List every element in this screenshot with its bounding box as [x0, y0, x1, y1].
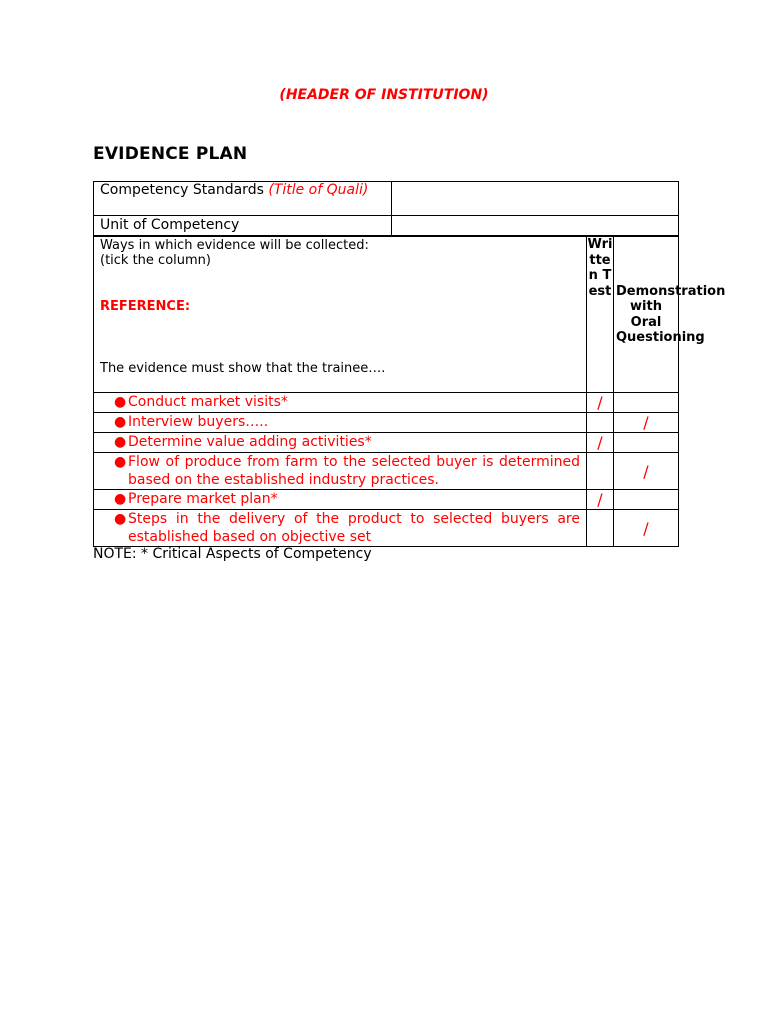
demo-mark[interactable] — [614, 433, 679, 453]
bullet-icon: ● — [114, 491, 127, 507]
item-text-cell: ● Determine value adding activities* — [94, 433, 587, 453]
evidence-header-row — [94, 237, 679, 393]
bullet-icon: ● — [114, 511, 127, 527]
bullet-icon: ● — [114, 454, 127, 470]
competency-standards-value[interactable] — [392, 182, 679, 216]
note-text: NOTE: * Critical Aspects of Competency — [93, 546, 372, 562]
written-mark[interactable]: / — [587, 433, 614, 453]
demo-mark[interactable]: / — [614, 510, 679, 547]
unit-row — [94, 216, 679, 236]
demo-mark[interactable]: / — [614, 453, 679, 490]
competency-table — [93, 181, 679, 236]
demo-mark[interactable] — [614, 393, 679, 413]
written-mark[interactable] — [587, 510, 614, 547]
page-title: EVIDENCE PLAN — [93, 144, 248, 164]
table-row — [94, 433, 679, 453]
item-text-cell: ● Interview buyers….. — [94, 413, 587, 433]
written-mark[interactable] — [587, 453, 614, 490]
competency-standards-label: Competency Standards — [100, 182, 269, 198]
competency-standards-row — [94, 182, 679, 216]
demo-oral-header: Demonstration with Oral Questioning — [614, 237, 679, 393]
evidence-table — [93, 236, 726, 547]
unit-value[interactable] — [392, 216, 679, 236]
competency-standards-hint: (Title of Quali) — [268, 182, 369, 198]
institution-header: (HEADER OF INSTITUTION) — [279, 87, 489, 103]
item-text-cell: ● Prepare market plan* — [94, 490, 587, 510]
competency-standards-cell — [94, 182, 392, 216]
evidence-instructions-cell — [94, 237, 587, 393]
table-row — [94, 490, 679, 510]
written-test-header: Written Test — [587, 237, 614, 393]
item-text-cell: ● Flow of produce from farm to the selected buyer is determined based on the established industry practices. — [94, 453, 587, 490]
ways-line2: (tick the column) — [100, 253, 211, 268]
table-row — [94, 413, 679, 433]
demo-mark[interactable]: / — [614, 413, 679, 433]
bullet-icon: ● — [114, 394, 127, 410]
written-mark[interactable] — [587, 413, 614, 433]
table-row — [94, 393, 679, 413]
trainee-line: The evidence must show that the trainee…. — [100, 361, 386, 376]
ways-line1: Ways in which evidence will be collected: — [100, 238, 369, 253]
item-text-cell: ● Steps in the delivery of the product to selected buyers are established based on objective set — [94, 510, 587, 547]
unit-label: Unit of Competency — [94, 216, 392, 236]
written-mark[interactable]: / — [587, 393, 614, 413]
item-text-cell: ● Conduct market visits* — [94, 393, 587, 413]
bullet-icon: ● — [114, 434, 127, 450]
demo-mark[interactable] — [614, 490, 679, 510]
table-row — [94, 453, 679, 490]
table-row — [94, 510, 679, 547]
bullet-icon: ● — [114, 414, 127, 430]
reference-label: REFERENCE: — [100, 299, 191, 314]
written-mark[interactable]: / — [587, 490, 614, 510]
